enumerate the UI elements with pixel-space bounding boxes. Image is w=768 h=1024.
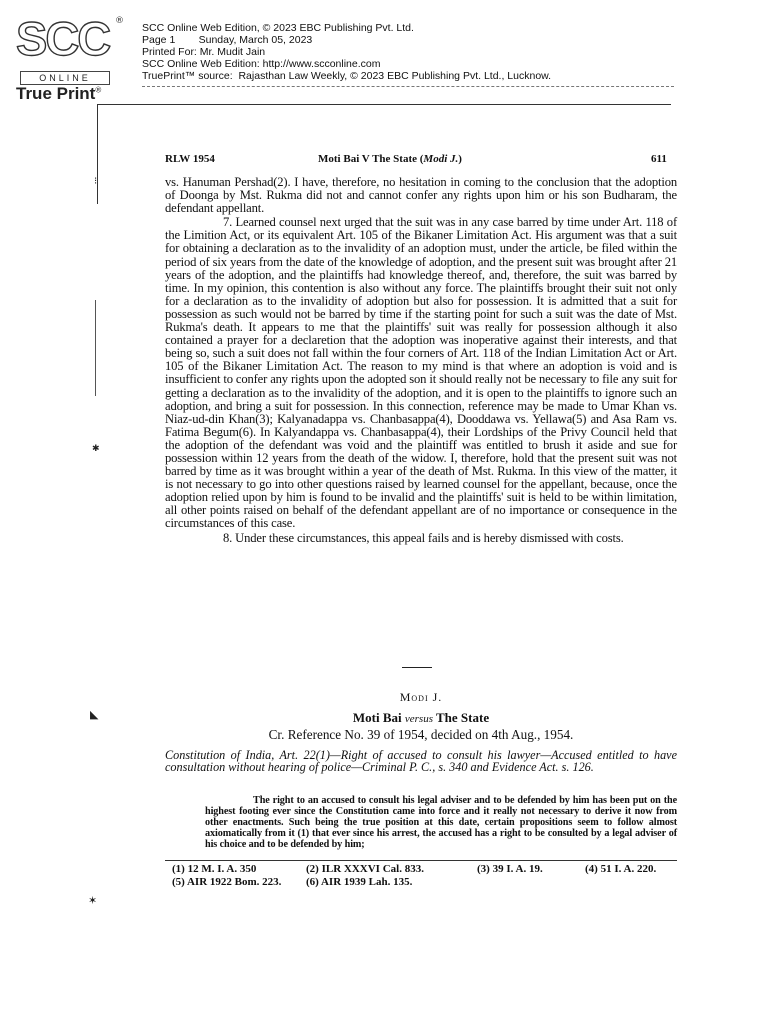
case-party-a: Moti Bai	[352, 710, 402, 725]
paragraph-8: 8. Under these circumstances, this appeal fails and is hereby dismissed with costs.	[223, 530, 624, 545]
footnote-3: (3) 39 I. A. 19.	[477, 863, 543, 875]
case-judge: Modi J.	[399, 690, 443, 704]
paragraph-7: 7. Learned counsel next urged that the suit was in any case barred by time under Art. 118 of the Limition Act, or its equivalent Art. 105 of the Bikaner Limitation Act. His argument was that a suit for obtaining a declaration as to the invalidity of an adoption must, under the article, be filed within the period of six years from the date of the knowledge of adoption, and the present suit was brought after 21 years of the adoption, and the plaintiffs had knowledge thereof, and, therefore, the suit was barred by time. In my opinion, this contention is also without any force. The plaintiffs brought their suit not only for a declaration as to the invalidity of adoption but also for possession. It is admitted that a suit for possession as such would not be barred by time if the starting point for such a suit was the date of Mst. Rukma's death. It appears to me that the plaintiffs' suit was really for possession although it also contained a prayer for a declaretion that the adoption was inoperative against their interests, and that being so, such a suit does not fall within the four corners of Art. 118 of the Indian Limitation Act or Art. 105 of the Bikaner Limitation Act. The reason to my mind is that where an adoption is void and is insufficient to confer any rights upon the adopted son it should really not be necessary to file any suit for getting a declaration as to the invalidity of the adoption, and it is open to the plaintiffs to ignore such an adoption, and bring a suit for possession. In this connection, reference may be made to Umar Khan vs. Niaz-ud-din Khan(3); Kalyanadappa vs. Chanbasappa(4), Dooddawa vs. Yellawa(5) and Asa Ram vs. Fatima Begum(6). In Kalyandappa vs. Chanbasappa(4), their Lordships of the Privy Council held that the adoption of the defendant was void and the plaintiff was entitled to brush it aside and sue for possession within 12 years from the death of the widow. I, therefore, hold that the present suit was not barred by time as it was brought within a year of the death of Mst. Rukma. In this view of the matter, it is not necessary to go into other questions raised by learned counsel for the appellant, because, once the adoption relied upon by him is found to be invalid and the plaintiffs' suit is held to be within limitation, all other points raised on behalf of the defendant appellant are of no importance or consequence in the circumstances of this case.	[165, 215, 677, 531]
logo-trueprint-mark: ®	[95, 85, 102, 95]
footnote-1: (1) 12 M. I. A. 350	[172, 863, 257, 875]
header-line-page-date: Page 1 Sunday, March 05, 2023	[142, 34, 313, 46]
case-headnote: Constitution of India, Art. 22(1)—Right of accused to consult his lawyer—Accused entitled to have consultation without hearing of police—Criminal P. C., s. 340 and Evidence Act. s. 126.	[165, 748, 677, 775]
running-head-close: )	[458, 153, 462, 165]
case-title	[165, 710, 677, 726]
case-party-b: The State	[436, 710, 490, 725]
logo-brand: SCC	[16, 12, 110, 65]
margin-mark: ◣	[90, 708, 99, 721]
footnote-2: (2) ILR XXXVI Cal. 833.	[306, 863, 424, 875]
header-line-web-edition: SCC Online Web Edition: http://www.scconline.com	[142, 58, 381, 70]
scan-frame-left	[97, 104, 98, 204]
running-head-page-number: 611	[651, 153, 667, 165]
running-head-left: RLW 1954	[165, 153, 215, 165]
held-paragraph: The right to an accused to consult his legal adviser and to be defended by him has been put on the highest footing ever since the Constitution came into force and it really not necessary to derive it now from other enactments. Such being the true position at this date, certain propositions seem to follow almost axiomatically from it (1) that ever since his arrest, the accused has a right to be consulted by a legal adviser of his choice and to be defended by him;	[205, 795, 677, 850]
judgment-body	[165, 176, 677, 545]
running-head-judge: Modi J.	[423, 153, 459, 165]
running-head-title: Moti Bai V The State (	[318, 153, 424, 165]
margin-mark: ⁝	[94, 176, 98, 187]
print-header	[142, 22, 551, 82]
running-head-center	[318, 153, 462, 165]
footnote-divider	[165, 860, 677, 861]
logo-trueprint	[16, 84, 101, 104]
header-line-printed-for: Printed For: Mr. Mudit Jain	[142, 46, 266, 58]
logo-online-tag: ONLINE	[20, 71, 110, 85]
logo-trueprint-text: True Print	[16, 84, 96, 103]
case-versus: versus	[404, 713, 433, 725]
case-reference: Cr. Reference No. 39 of 1954, decided on 4th Aug., 1954.	[268, 727, 574, 742]
registered-mark: ®	[115, 16, 124, 26]
footnote-5: (5) AIR 1922 Bom. 223.	[172, 876, 282, 888]
footnote-6: (6) AIR 1939 Lah. 135.	[306, 876, 413, 888]
footnote-4: (4) 51 I. A. 220.	[585, 863, 657, 875]
margin-mark: ✱	[92, 444, 100, 454]
case-held	[205, 795, 677, 850]
scan-frame-left-lower	[95, 300, 96, 396]
header-divider	[142, 86, 674, 87]
paragraph-continuation: vs. Hanuman Pershad(2). I have, therefore, no hesitation in coming to the conclusion that the adoption of Doonga by Mst. Rukma did not and cannot confer any rights upon him or his son Budharam, the defendant appellant.	[165, 175, 677, 216]
scan-frame-top	[97, 104, 671, 105]
header-line-copyright: SCC Online Web Edition, © 2023 EBC Publishing Pvt. Ltd.	[142, 22, 414, 34]
header-line-trueprint-source: TruePrint™ source: Rajasthan Law Weekly, © 2023 EBC Publishing Pvt. Ltd., Lucknow.	[142, 70, 552, 82]
margin-mark: ✶	[88, 894, 98, 907]
section-separator	[402, 667, 432, 668]
scc-online-logo	[16, 12, 126, 103]
